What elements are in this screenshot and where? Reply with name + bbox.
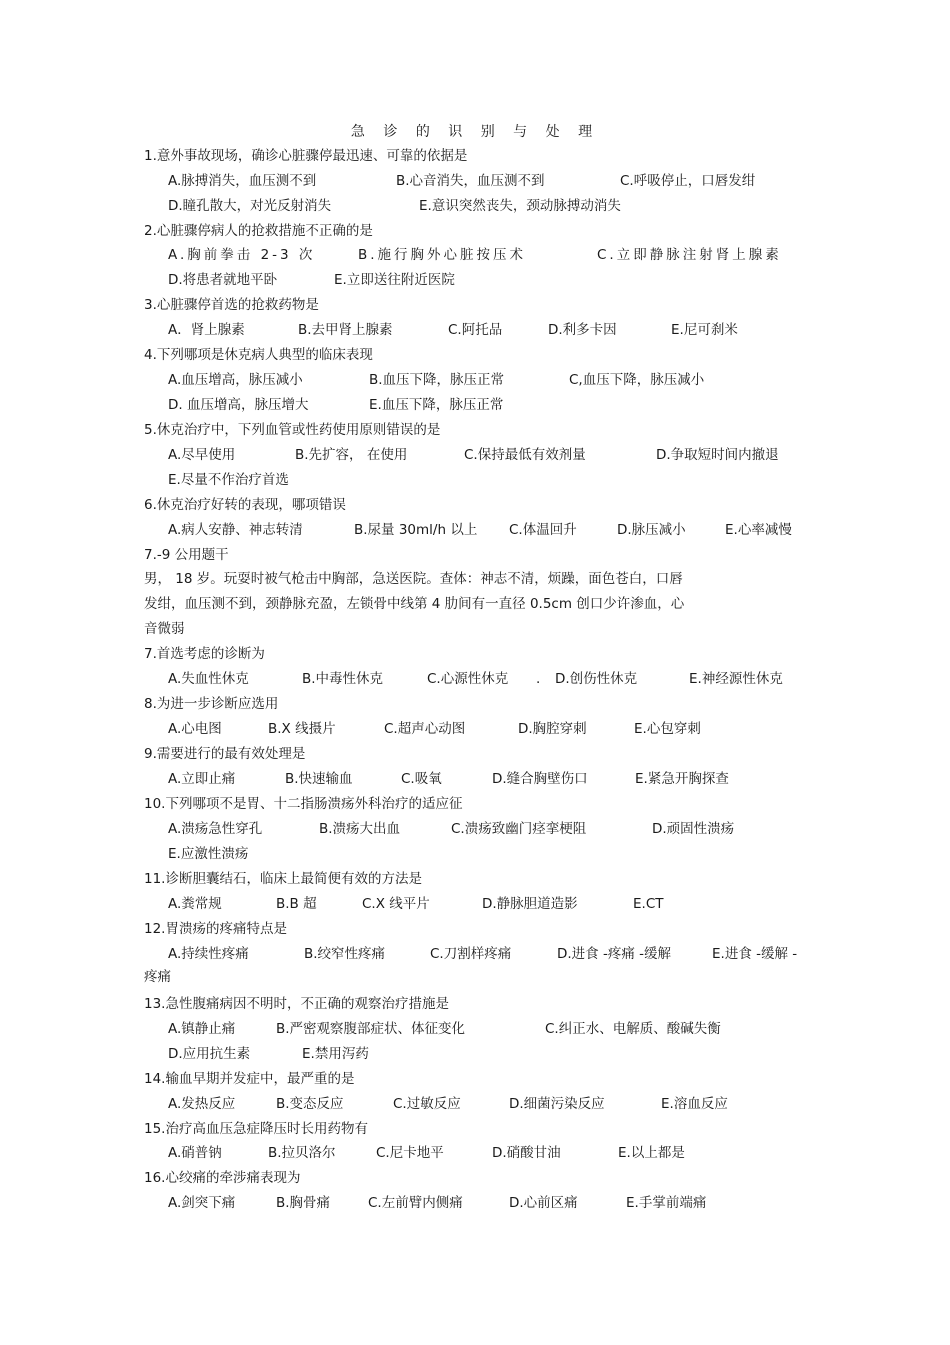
- option: C.尼卡地平: [376, 1145, 444, 1161]
- option: C.纠正水、电解质、酸碱失衡: [545, 1021, 721, 1037]
- option: D.应用抗生素: [168, 1046, 251, 1062]
- option: A.心电图: [168, 721, 222, 737]
- option: A.剑突下痛: [168, 1195, 236, 1211]
- question-stem: 16.心绞痛的牵涉痛表现为: [144, 1170, 301, 1186]
- option: A.病人安静、神志转清: [168, 522, 303, 538]
- option: C.体温回升: [509, 522, 577, 538]
- option: E.立即送往附近医院: [334, 272, 455, 288]
- shared-stem-line: 发绀，血压测不到，颈静脉充盈，左锁骨中线第 4 肋间有一直径 0.5cm 创口少许渗血，心: [144, 596, 685, 612]
- option: B.施行胸外心脏按压术: [358, 247, 527, 263]
- option: A.持续性疼痛: [168, 946, 249, 962]
- question-stem: 1.意外事故现场，确诊心脏骤停最迅速、可靠的依据是: [144, 148, 468, 164]
- option: E.进食 -缓解 -: [712, 946, 798, 962]
- option: D.瞳孔散大，对光反射消失: [168, 198, 332, 214]
- option: .: [536, 671, 541, 687]
- option: D.顽固性溃疡: [652, 821, 735, 837]
- option: E.心包穿刺: [634, 721, 701, 737]
- option: D.进食 -疼痛 -缓解: [557, 946, 672, 962]
- option: C.呼吸停止，口唇发绀: [620, 173, 756, 189]
- option: E.手掌前端痛: [626, 1195, 707, 1211]
- option: A.尽早使用: [168, 447, 236, 463]
- option: B.绞窄性疼痛: [304, 946, 386, 962]
- question-stem: 14.输血早期并发症中，最严重的是: [144, 1071, 355, 1087]
- shared-stem-line: 音微弱: [144, 621, 185, 637]
- option: C.心源性休克: [427, 671, 509, 687]
- option: A.血压增高，脉压减小: [168, 372, 303, 388]
- option: B.变态反应: [276, 1096, 344, 1112]
- option: A.镇静止痛: [168, 1021, 236, 1037]
- option: B.溃疡大出血: [319, 821, 401, 837]
- option: D.心前区痛: [509, 1195, 578, 1211]
- option: C.刀割样疼痛: [430, 946, 512, 962]
- option: B.拉贝洛尔: [268, 1145, 336, 1161]
- shared-stem-header: 7.-9 公用题干: [144, 547, 229, 563]
- option: D.争取短时间内撤退: [656, 447, 779, 463]
- option: C.过敏反应: [393, 1096, 461, 1112]
- option: B.快速输血: [285, 771, 353, 787]
- question-stem: 11.诊断胆囊结石，临床上最简便有效的方法是: [144, 871, 422, 887]
- option: B.严密观察腹部症状、体征变化: [276, 1021, 466, 1037]
- option: C.保持最低有效剂量: [464, 447, 586, 463]
- option: B.B 超: [276, 896, 317, 912]
- option: D.利多卡因: [548, 322, 617, 338]
- option: E.神经源性休克: [689, 671, 783, 687]
- option: C.超声心动图: [384, 721, 466, 737]
- question-stem: 13.急性腹痛病因不明时，不正确的观察治疗措施是: [144, 996, 449, 1012]
- option: C.X 线平片: [362, 896, 430, 912]
- option: A.粪常规: [168, 896, 222, 912]
- question-stem: 2.心脏骤停病人的抢救措施不正确的是: [144, 223, 373, 239]
- question-stem: 3.心脏骤停首选的抢救药物是: [144, 297, 319, 313]
- option: E.应激性溃疡: [168, 846, 249, 862]
- option: E.血压下降，脉压正常: [369, 397, 504, 413]
- option: D.缝合胸壁伤口: [492, 771, 588, 787]
- option: E.意识突然丧失，颈动脉搏动消失: [419, 198, 621, 214]
- option: E.以上都是: [618, 1145, 685, 1161]
- option: A.脉搏消失，血压测不到: [168, 173, 317, 189]
- option: D.脉压减小: [617, 522, 686, 538]
- option: D.将患者就地平卧: [168, 272, 278, 288]
- option: E.紧急开胸探查: [635, 771, 729, 787]
- question-stem: 8.为进一步诊断应选用: [144, 696, 279, 712]
- question-stem: 10.下列哪项不是胃、十二指肠溃疡外科治疗的适应征: [144, 796, 463, 812]
- option: A.发热反应: [168, 1096, 236, 1112]
- option: B.先扩容， 在使用: [295, 447, 408, 463]
- question-stem: 4.下列哪项是休克病人典型的临床表现: [144, 347, 373, 363]
- option: D. 血压增高，脉压增大: [168, 397, 309, 413]
- question-stem: 12.胃溃疡的疼痛特点是: [144, 921, 287, 937]
- option: A．肾上腺素: [168, 322, 245, 338]
- option: E.溶血反应: [661, 1096, 728, 1112]
- option: D.创伤性休克: [555, 671, 638, 687]
- option: D.硝酸甘油: [492, 1145, 561, 1161]
- option: E.CT: [633, 896, 664, 912]
- option: A.失血性休克: [168, 671, 249, 687]
- option: D.静脉胆道造影: [482, 896, 578, 912]
- option-continuation: 疼痛: [144, 969, 171, 985]
- option: B.心音消失，血压测不到: [396, 173, 545, 189]
- option: E.尼可刹米: [671, 322, 738, 338]
- question-stem: 9.需要进行的最有效处理是: [144, 746, 306, 762]
- option: B.胸骨痛: [276, 1195, 331, 1211]
- option: E.尽量不作治疗首选: [168, 472, 289, 488]
- option: C.左前臂内侧痛: [368, 1195, 463, 1211]
- option: A.胸前拳击 2-3 次: [168, 247, 316, 263]
- option: A.硝普钠: [168, 1145, 222, 1161]
- option: E.心率减慢: [725, 522, 792, 538]
- option: C.溃疡致幽门痉挛梗阻: [451, 821, 587, 837]
- question-stem: 5.休克治疗中，下列血管或性药使用原则错误的是: [144, 422, 441, 438]
- option: C.阿托品: [448, 322, 503, 338]
- option: E.禁用泻药: [302, 1046, 369, 1062]
- option: A.立即止痛: [168, 771, 236, 787]
- option: C.立即静脉注射肾上腺素: [597, 247, 782, 263]
- option: B.血压下降，脉压正常: [369, 372, 505, 388]
- question-stem: 7.首选考虑的诊断为: [144, 646, 265, 662]
- page-title: 急 诊 的 识 别 与 处 理: [350, 124, 600, 140]
- question-stem: 15.治疗高血压急症降压时长用药物有: [144, 1121, 368, 1137]
- option: D.胸腔穿刺: [518, 721, 587, 737]
- shared-stem-line: 男， 18 岁。玩耍时被气枪击中胸部，急送医院。查体：神志不清，烦躁，面色苍白，口唇: [144, 571, 683, 587]
- question-stem: 6.休克治疗好转的表现，哪项错误: [144, 497, 346, 513]
- option: D.细菌污染反应: [509, 1096, 605, 1112]
- option: B.X 线摄片: [268, 721, 336, 737]
- option: C,血压下降，脉压减小: [569, 372, 705, 388]
- option: B.去甲肾上腺素: [298, 322, 393, 338]
- option: A.溃疡急性穿孔: [168, 821, 263, 837]
- option: B.中毒性休克: [302, 671, 384, 687]
- option: C.吸氧: [401, 771, 442, 787]
- option: B.尿量 30ml/h 以上: [354, 522, 478, 538]
